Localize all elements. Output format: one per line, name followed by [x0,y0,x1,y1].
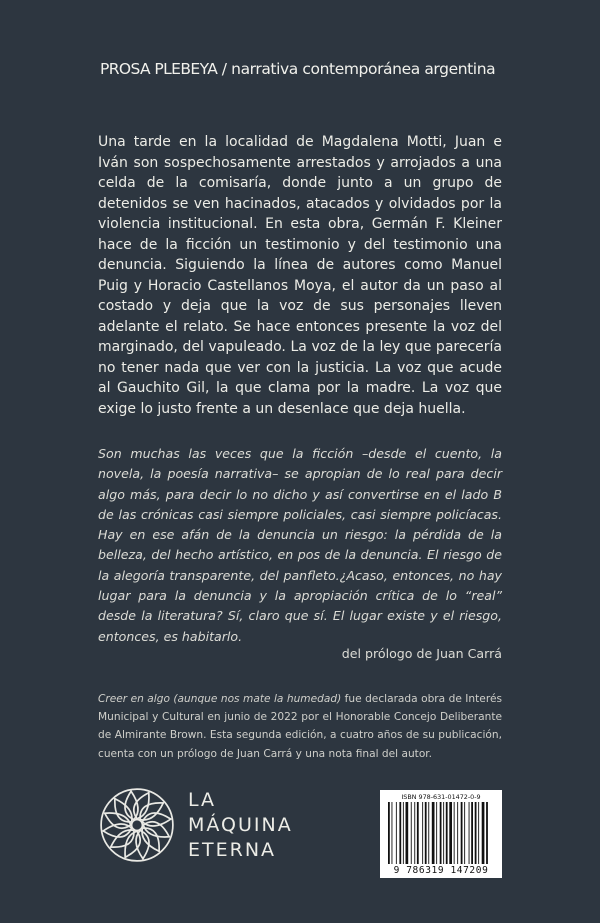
barcode-bar [425,802,427,864]
barcode-bar [414,802,415,864]
barcode-bar [396,802,397,864]
barcode-digits: 9 786319 147209 [393,865,489,876]
prologue-excerpt: Son muchas las veces que la ficción –desde el cuento, la novela, la poesía narrativa– se apropian de lo real para decir algo más, para decir lo no dicho y así convertirse en el lado B de las crónicas casi siempre policiales, casi siempre policíacas. Hay en ese afán de la denuncia un riesgo: la pérdida de la belleza, del hecho artístico, en pos de la denuncia. El riesgo de la alegoría transparente, del panfleto.¿Acaso, entonces, no hay lugar para la denuncia y la apropiación crítica de lo “real” desde la literatura? Sí, claro que sí. El lugar existe y el riesgo, entonces, es habitarlo. [98,446,502,644]
prologue-attribution: del prólogo de Juan Carrá [341,646,502,661]
recognition-note [98,690,502,763]
collection-subtitle: narrativa contemporánea argentina [231,60,496,78]
barcode-bar [422,802,423,864]
barcode-bar [399,802,401,864]
barcode-bar [428,802,429,864]
barcode-bar [454,802,455,864]
barcode-bar [403,802,404,864]
note-text: fue declarada obra de Interés Municipal y Cultural en junio de 2022 por el Honorable Concejo Deliberante de Almirante Brown. Esta segunda edición, a cuatro años de su publicación, cuenta con un prólogo de Juan Carrá y una nota final del autor. [98,693,502,760]
barcode-bar [446,802,448,864]
publisher-name-line1: LA [188,789,217,811]
barcode-bar [482,802,485,864]
note-book-title: Creer en algo (aunque nos mate la humedad) [98,693,342,705]
barcode-bar [436,802,437,864]
barcode-bar [449,802,452,864]
barcode-bar [440,802,442,864]
collection-header [100,60,520,78]
barcode-bar [457,802,458,864]
barcode-bar [432,802,435,864]
barcode-bar [464,802,465,864]
barcode-bar [461,802,463,864]
barcode-bar [478,802,479,864]
barcode-bar [475,802,477,864]
publisher-name-line3: ETERNA [188,839,277,861]
barcode-bar [443,802,444,864]
publisher-logo-text [188,788,293,863]
barcode-bar [388,802,390,864]
isbn-label: ISBN 978-631-01472-0-9 [401,793,481,801]
barcode-bars [386,802,496,864]
publisher-name-line2: MÁQUINA [188,814,293,836]
isbn-barcode [380,790,502,878]
barcode-bar [469,802,470,864]
barcode-bar [406,802,409,864]
collection-brand: PROSA PLEBEYA [100,60,218,78]
barcode-bar [417,802,419,864]
collection-separator: / [221,60,227,78]
barcode-bar [486,802,488,864]
spiral-rosette-icon [98,786,176,864]
synopsis-text: Una tarde en la localidad de Magdalena Motti, Juan e Iván son sospechosamente arrestados y arrojados a una celda de la comisaría, donde junto a un grupo de detenidos se ven hacinados, atacados y olvidados por la violencia institucional. En esta obra, Germán F. Kleiner hace de la ficción un testimonio y del testimonio una denuncia. Siguiendo la línea de autores como Manuel Puig y Horacio Castellanos Moya, el autor da un paso al costado y deja que la voz de sus personajes lleven adelante el relato. Se hace entonces presente la voz del marginado, del vapuleado. La voz de la ley que parecería no tener nada que ver con la justicia. La voz que acude al Gauchito Gil, la que clama por la madre. La voz que exige lo justo frente a un desenlace que deja huella. [98,134,502,417]
barcode-bar [392,802,393,864]
barcode-bar [411,802,412,864]
barcode-bar [471,802,473,864]
